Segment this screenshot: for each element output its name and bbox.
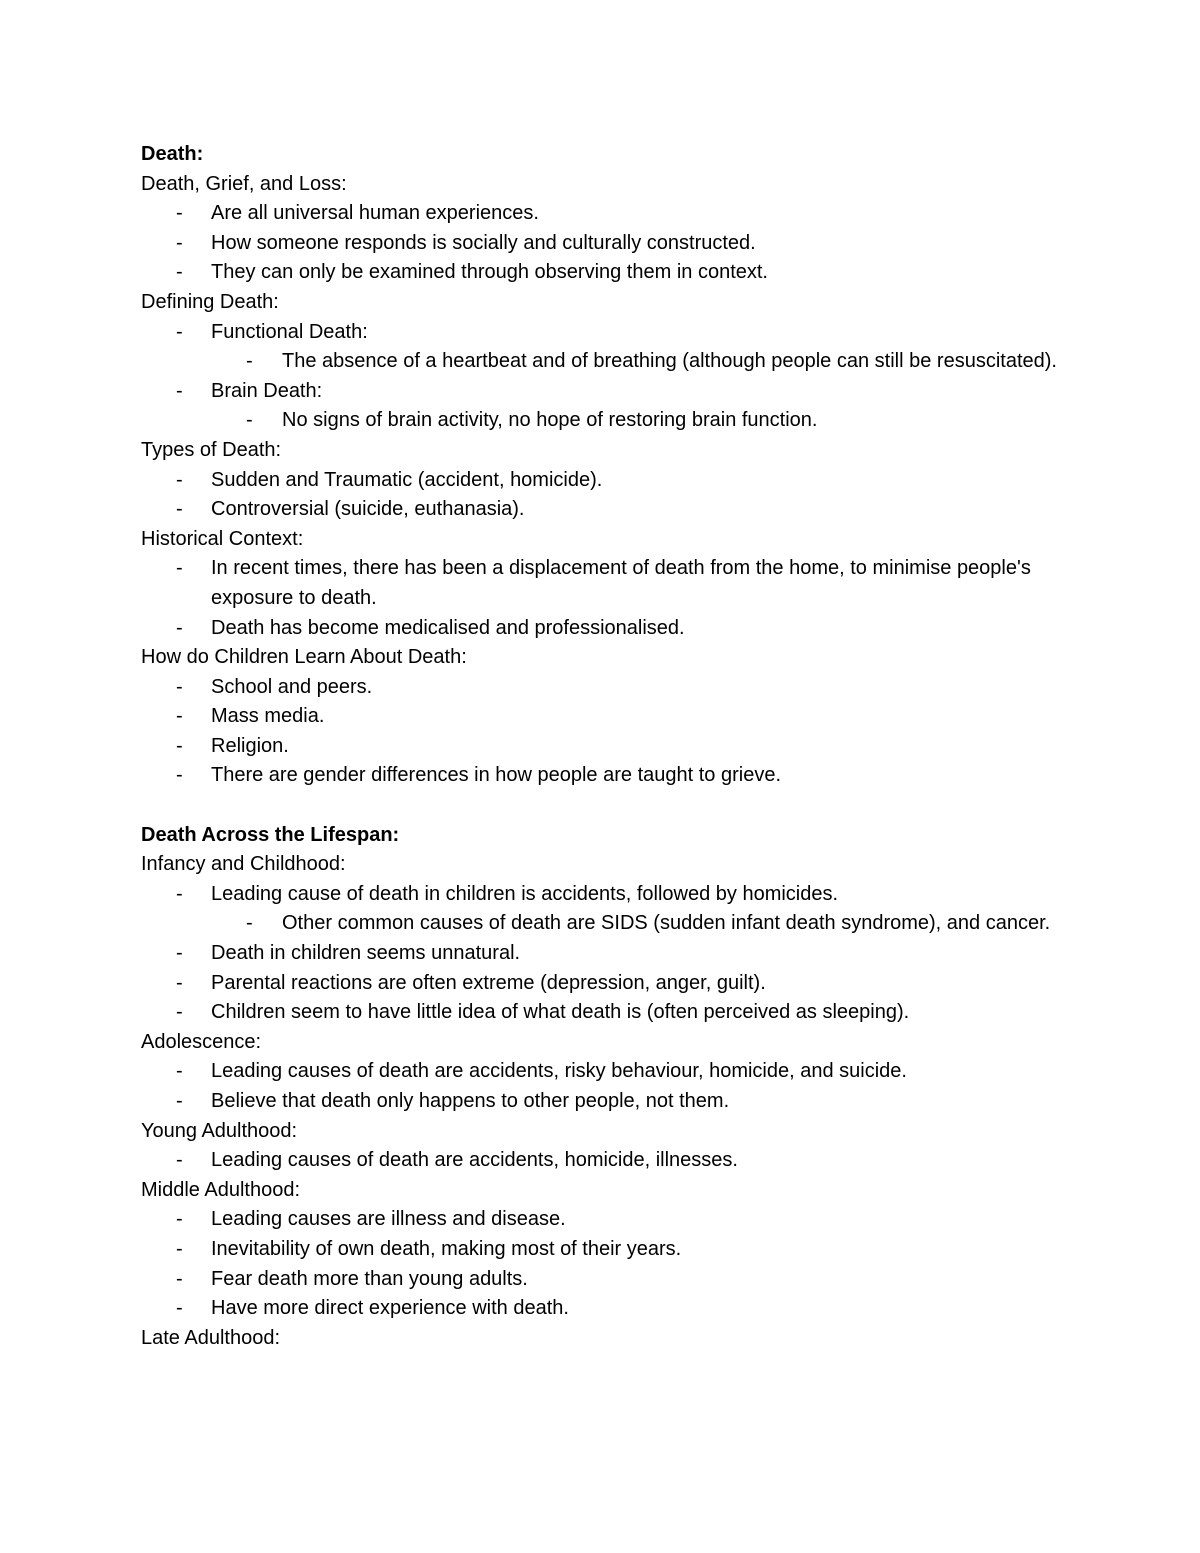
list-item: - Mass media. [141,702,1061,732]
sub-bullet-list [211,406,1061,436]
sub-bullet-list [211,347,1061,377]
list-item: - School and peers. [141,673,1061,703]
bullet-list [141,673,1061,791]
list-item [141,318,1061,377]
list-item: - There are gender differences in how people are taught to grieve. [141,761,1061,791]
list-item: - Have more direct experience with death. [141,1294,1061,1324]
list-item: - Children seem to have little idea of what death is (often perceived as sleeping). [141,998,1061,1028]
document-page [141,140,1061,1353]
list-item [141,880,1061,939]
list-item: - Fear death more than young adults. [141,1265,1061,1295]
bullet-list [141,1205,1061,1323]
bullet-list [141,1146,1061,1176]
group-label: Defining Death: [141,290,279,313]
bullet-list [141,318,1061,436]
list-item: - Sudden and Traumatic (accident, homicide). [141,466,1061,496]
list-item: - Leading causes of death are accidents, risky behaviour, homicide, and suicide. [141,1057,1061,1087]
group-label: Adolescence: [141,1030,262,1053]
sub-list-item: - No signs of brain activity, no hope of restoring brain function. [211,406,1061,436]
section-heading: Death: [141,143,204,165]
sub-list-item: - The absence of a heartbeat and of breathing (although people can still be resuscitated). [211,347,1061,377]
list-item: - Leading causes are illness and disease. [141,1205,1061,1235]
group-label: Young Adulthood: [141,1119,298,1142]
list-item: - In recent times, there has been a displacement of death from the home, to minimise people's exposure to death. [141,554,1061,613]
list-item: - Are all universal human experiences. [141,199,1061,229]
bullet-list [141,199,1061,288]
bullet-list [141,1057,1061,1116]
list-item: - Death has become medicalised and professionalised. [141,614,1061,644]
group-label: Historical Context: [141,527,304,550]
list-item: - Religion. [141,732,1061,762]
list-item-text: Functional Death: [211,320,368,343]
sub-list-item: - Other common causes of death are SIDS (sudden infant death syndrome), and cancer. [211,909,1061,939]
sub-bullet-list [211,909,1061,939]
list-item: - How someone responds is socially and culturally constructed. [141,229,1061,259]
list-item: - Believe that death only happens to other people, not them. [141,1087,1061,1117]
group-label: Middle Adulthood: [141,1178,301,1201]
group-label: Death, Grief, and Loss: [141,172,347,195]
list-item: - Parental reactions are often extreme (depression, anger, guilt). [141,969,1061,999]
group-label: Types of Death: [141,438,282,461]
section-spacer [141,791,1061,821]
list-item [141,377,1061,436]
bullet-list [141,880,1061,1028]
bullet-list [141,554,1061,643]
list-item: - Controversial (suicide, euthanasia). [141,495,1061,525]
bullet-list [141,466,1061,525]
list-item: - Death in children seems unnatural. [141,939,1061,969]
group-label: How do Children Learn About Death: [141,646,467,669]
group-label: Infancy and Childhood: [141,853,346,876]
list-item-text: Brain Death: [211,379,323,402]
list-item: - Inevitability of own death, making most of their years. [141,1235,1061,1265]
list-item-text: Leading cause of death in children is accidents, followed by homicides. [211,882,839,905]
list-item: - Leading causes of death are accidents, homicide, illnesses. [141,1146,1061,1176]
list-item: - They can only be examined through observing them in context. [141,258,1061,288]
section-heading: Death Across the Lifespan: [141,823,400,846]
group-label: Late Adulthood: [141,1326,281,1349]
